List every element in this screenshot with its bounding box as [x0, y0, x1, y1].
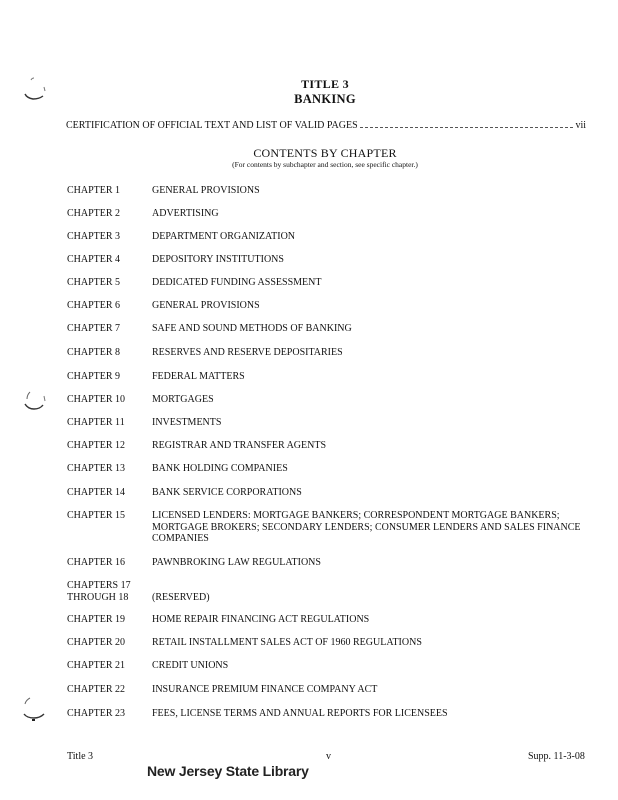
- chapter-entry-10[interactable]: [67, 394, 587, 406]
- chapter-number: CHAPTER 15: [67, 510, 126, 521]
- chapter-entry-2[interactable]: [67, 208, 587, 220]
- chapter-title: (RESERVED): [152, 591, 210, 603]
- certification-page: vii: [575, 120, 586, 131]
- chapter-number: CHAPTER 1: [67, 185, 121, 196]
- chapter-entry-22[interactable]: [67, 684, 587, 696]
- chapter-entry-15[interactable]: [67, 510, 587, 545]
- chapter-number: CHAPTER 2: [67, 208, 121, 219]
- chapter-title: DEPARTMENT ORGANIZATION: [152, 231, 296, 242]
- certification-line[interactable]: [66, 120, 586, 131]
- footer-page-number: v: [326, 751, 331, 762]
- chapter-entry-20[interactable]: [67, 637, 587, 649]
- chapter-title: RETAIL INSTALLMENT SALES ACT OF 1960 REGULATIONS: [152, 637, 422, 648]
- chapter-number: CHAPTER 8: [67, 347, 121, 358]
- chapter-number: CHAPTER 6: [67, 300, 121, 311]
- chapter-title: RESERVES AND RESERVE DEPOSITARIES: [152, 347, 343, 358]
- chapter-entry-3[interactable]: [67, 231, 587, 243]
- chapter-title: DEPOSITORY INSTITUTIONS: [152, 254, 284, 265]
- chapter-number: CHAPTER 19: [67, 614, 126, 625]
- contents-heading: CONTENTS BY CHAPTER: [253, 146, 397, 160]
- chapter-title: INSURANCE PREMIUM FINANCE COMPANY ACT: [152, 684, 378, 695]
- chapter-number: CHAPTER 21: [67, 660, 126, 671]
- title-name: BANKING: [294, 92, 356, 106]
- contents-note: (For contents by subchapter and section, see specific chapter.): [232, 160, 418, 169]
- chapter-number: CHAPTER 23: [67, 708, 126, 719]
- certification-label: CERTIFICATION OF OFFICIAL TEXT AND LIST OF VALID PAGES: [66, 120, 358, 131]
- chapter-title: GENERAL PROVISIONS: [152, 185, 260, 196]
- chapter-number: CHAPTER 14: [67, 487, 126, 498]
- chapter-entry-4[interactable]: [67, 254, 587, 266]
- chapter-number: CHAPTER 12: [67, 440, 126, 451]
- chapter-number: CHAPTER 22: [67, 684, 126, 695]
- chapter-number: CHAPTER 13: [67, 463, 126, 474]
- library-stamp: New Jersey State Library: [147, 763, 309, 779]
- chapter-entry-23[interactable]: [67, 708, 587, 720]
- binder-hole-mark-middle: [22, 386, 52, 416]
- footer-supplement-date: Supp. 11-3-08: [528, 751, 585, 762]
- chapter-title: MORTGAGES: [152, 394, 214, 405]
- chapter-entry-6[interactable]: [67, 300, 587, 312]
- binder-hole-mark-bottom: [20, 694, 52, 726]
- chapter-title: BANK HOLDING COMPANIES: [152, 463, 288, 474]
- chapter-number: CHAPTER 7: [67, 323, 121, 334]
- chapter-title: BANK SERVICE CORPORATIONS: [152, 487, 302, 498]
- chapter-title: CREDIT UNIONS: [152, 660, 229, 671]
- title-number: TITLE 3: [301, 77, 349, 91]
- chapter-title: FEES, LICENSE TERMS AND ANNUAL REPORTS FOR LICENSEES: [152, 708, 448, 719]
- chapter-number: CHAPTER 4: [67, 254, 121, 265]
- chapter-entry-21[interactable]: [67, 660, 587, 672]
- chapter-title: PAWNBROKING LAW REGULATIONS: [152, 557, 321, 568]
- chapter-entry-5[interactable]: [67, 277, 587, 289]
- chapter-title: GENERAL PROVISIONS: [152, 300, 260, 311]
- chapter-entry-8[interactable]: [67, 347, 587, 359]
- chapter-entry-13[interactable]: [67, 463, 587, 475]
- chapter-title: HOME REPAIR FINANCING ACT REGULATIONS: [152, 614, 370, 625]
- chapter-title: FEDERAL MATTERS: [152, 371, 245, 382]
- chapter-number: [67, 580, 152, 603]
- chapter-entry-9[interactable]: [67, 371, 587, 383]
- chapter-entry-12[interactable]: [67, 440, 587, 452]
- chapter-number: CHAPTER 16: [67, 557, 126, 568]
- chapter-title: ADVERTISING: [152, 208, 219, 219]
- chapter-entry-19[interactable]: [67, 614, 587, 626]
- chapter-title: REGISTRAR AND TRANSFER AGENTS: [152, 440, 327, 451]
- chapter-number: CHAPTER 10: [67, 394, 126, 405]
- chapter-number: CHAPTER 3: [67, 231, 121, 242]
- chapter-number-line2: THROUGH 18: [67, 591, 129, 603]
- chapter-entry-11[interactable]: [67, 417, 587, 429]
- chapter-number: CHAPTER 11: [67, 417, 125, 428]
- chapter-entry-16[interactable]: [67, 557, 587, 569]
- chapter-entry-7[interactable]: [67, 323, 587, 335]
- dot-leader: [360, 126, 574, 128]
- chapter-number-line1: CHAPTERS 17: [67, 580, 131, 591]
- chapter-entry-17-18[interactable]: [67, 580, 587, 603]
- chapter-entry-14[interactable]: [67, 487, 587, 499]
- chapter-number: CHAPTER 5: [67, 277, 121, 288]
- chapter-number: CHAPTER 20: [67, 637, 126, 648]
- chapter-number: CHAPTER 9: [67, 371, 121, 382]
- chapter-title: INVESTMENTS: [152, 417, 222, 428]
- chapter-title: LICENSED LENDERS: MORTGAGE BANKERS; CORRESPONDENT MORTGAGE BANKERS; MORTGAGE BROKERS; SECONDARY LENDERS; CONSUMER LENDERS AND SALES FINANCE COMPANIES: [152, 510, 581, 544]
- chapter-entry-1[interactable]: [67, 185, 587, 197]
- chapter-title: SAFE AND SOUND METHODS OF BANKING: [152, 323, 352, 334]
- chapter-title: DEDICATED FUNDING ASSESSMENT: [152, 277, 322, 288]
- footer-title: Title 3: [67, 751, 94, 762]
